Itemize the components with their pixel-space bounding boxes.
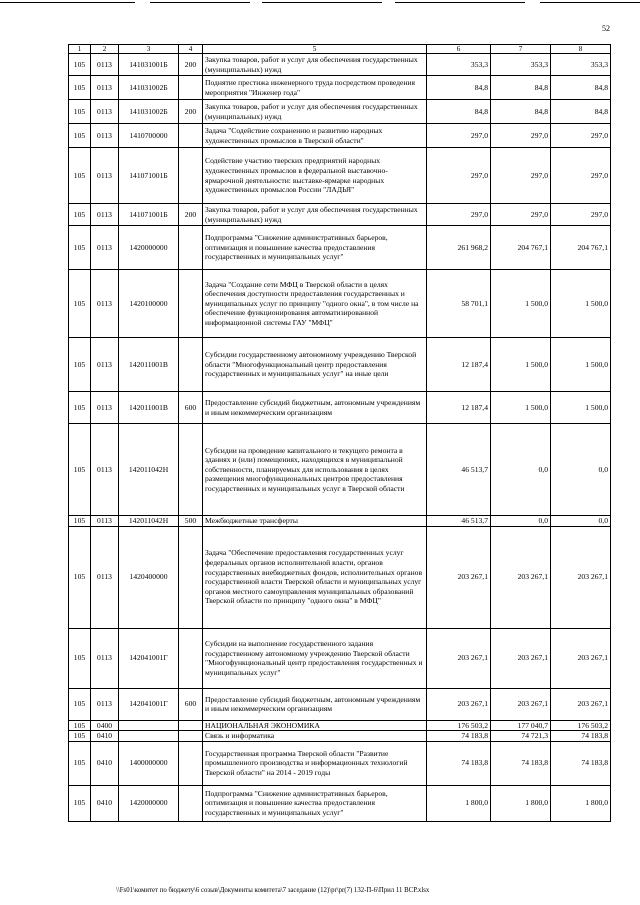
cell-amount-2017: 261 968,2: [427, 226, 491, 270]
cell-target-article: [119, 731, 179, 742]
cell-amount-2018: 297,0: [491, 124, 551, 148]
cell-admin-code: 105: [69, 741, 91, 785]
cell-expense-type: [179, 338, 203, 392]
cell-amount-2019: 0,0: [551, 424, 611, 516]
cell-description: Предоставление субсидий бюджетным, автономным учреждениям и иным некоммерческим организациям: [203, 392, 427, 424]
cell-amount-2019: 1 500,0: [551, 338, 611, 392]
cell-target-article: 142041001Г: [119, 688, 179, 720]
cell-amount-2019: 84,8: [551, 100, 611, 124]
table-row: [69, 741, 611, 785]
table-row: [69, 124, 611, 148]
cell-target-article: 142011001В: [119, 338, 179, 392]
cell-amount-2017: 74 183,8: [427, 731, 491, 742]
cell-amount-2017: 203 267,1: [427, 628, 491, 688]
cell-section: 0113: [91, 54, 119, 76]
cell-admin-code: 105: [69, 392, 91, 424]
cell-amount-2018: 353,3: [491, 54, 551, 76]
cell-amount-2017: 203 267,1: [427, 526, 491, 628]
cell-description: Задача "Обеспечение предоставления государственных услуг федеральных органов исполнительной власти, органов государственных внебюджетных фондов, исполнительных органов государственной власти Тверской области и муниципальных услуг органов местного самоуправления муниципальных образований Тверской области по принципу "одного окна" в МФЦ": [203, 526, 427, 628]
header-cell: 1: [69, 45, 91, 54]
cell-expense-type: 600: [179, 688, 203, 720]
cell-admin-code: 105: [69, 424, 91, 516]
cell-target-article: [119, 720, 179, 731]
cell-amount-2018: 203 267,1: [491, 688, 551, 720]
cell-admin-code: 105: [69, 226, 91, 270]
cell-amount-2019: 1 800,0: [551, 785, 611, 821]
cell-description: Субсидии государственному автономному учреждению Тверской области "Многофункциональный центр предоставления государственных и муниципальных услуг" на иные цели: [203, 338, 427, 392]
header-cell: 4: [179, 45, 203, 54]
cell-amount-2017: 84,8: [427, 76, 491, 100]
cell-target-article: 141031002Б: [119, 76, 179, 100]
cell-section: 0113: [91, 226, 119, 270]
cell-section: 0113: [91, 424, 119, 516]
cell-amount-2018: 297,0: [491, 148, 551, 204]
cell-amount-2017: 203 267,1: [427, 688, 491, 720]
cell-expense-type: 200: [179, 100, 203, 124]
cell-amount-2019: 0,0: [551, 516, 611, 527]
table-row: [69, 628, 611, 688]
cell-amount-2018: 203 267,1: [491, 526, 551, 628]
table-header-row: [69, 45, 611, 54]
cell-section: 0113: [91, 270, 119, 338]
table-row: [69, 76, 611, 100]
cell-admin-code: 105: [69, 526, 91, 628]
cell-amount-2019: 203 267,1: [551, 526, 611, 628]
cell-target-article: 1420100000: [119, 270, 179, 338]
table-row: [69, 720, 611, 731]
cell-target-article: 1410700000: [119, 124, 179, 148]
cell-expense-type: [179, 741, 203, 785]
table-row: [69, 270, 611, 338]
cell-expense-type: [179, 148, 203, 204]
cell-target-article: 141031002Б: [119, 100, 179, 124]
table-row: [69, 226, 611, 270]
cell-expense-type: 600: [179, 392, 203, 424]
cell-admin-code: 105: [69, 76, 91, 100]
cell-admin-code: 105: [69, 148, 91, 204]
file-path-footer: \\Fs01\комитет по бюджету\6 созыв\Документы комитета\7 заседание (12)\pr\pr(7) 132-П-6\Прил 11 BCP.xlsx: [116, 887, 430, 894]
scan-top-border: [0, 0, 640, 6]
cell-amount-2019: 297,0: [551, 124, 611, 148]
cell-amount-2017: 84,8: [427, 100, 491, 124]
table-row: [69, 424, 611, 516]
cell-section: 0400: [91, 720, 119, 731]
cell-amount-2017: 46 513,7: [427, 516, 491, 527]
cell-amount-2017: 58 701,1: [427, 270, 491, 338]
cell-amount-2018: 204 767,1: [491, 226, 551, 270]
table-row: [69, 54, 611, 76]
cell-target-article: 142011042Н: [119, 424, 179, 516]
table-row: [69, 731, 611, 742]
cell-admin-code: 105: [69, 785, 91, 821]
header-cell: 8: [551, 45, 611, 54]
cell-amount-2018: 84,8: [491, 76, 551, 100]
cell-description: Содействие участию тверских предприятий народных художественных промыслов в федеральной выставочно-ярмарочной деятельности: выставке-ярмарке народных художественных промыслов России "ЛАДЬЯ": [203, 148, 427, 204]
cell-admin-code: 105: [69, 720, 91, 731]
table-row: [69, 392, 611, 424]
cell-amount-2018: 84,8: [491, 100, 551, 124]
cell-target-article: 141031001Б: [119, 54, 179, 76]
cell-target-article: 1420000000: [119, 226, 179, 270]
cell-description: Связь и информатика: [203, 731, 427, 742]
cell-expense-type: 200: [179, 54, 203, 76]
cell-amount-2019: 74 183,8: [551, 731, 611, 742]
table-row: [69, 688, 611, 720]
cell-amount-2018: 1 800,0: [491, 785, 551, 821]
cell-admin-code: 105: [69, 516, 91, 527]
cell-expense-type: [179, 76, 203, 100]
cell-amount-2018: 1 500,0: [491, 338, 551, 392]
cell-description: Субсидии на проведение капитального и текущего ремонта в зданиях и (или) помещениях, находящихся в муниципальной собственности, планируемых для использования в целях размещения многофункциональных центров предоставления государственных и муниципальных услуг в Тверской области: [203, 424, 427, 516]
cell-amount-2019: 297,0: [551, 204, 611, 226]
cell-section: 0113: [91, 338, 119, 392]
cell-section: 0113: [91, 688, 119, 720]
cell-section: 0113: [91, 526, 119, 628]
cell-amount-2018: 297,0: [491, 204, 551, 226]
cell-expense-type: [179, 124, 203, 148]
cell-amount-2019: 203 267,1: [551, 688, 611, 720]
cell-target-article: 142041001Г: [119, 628, 179, 688]
cell-target-article: 1400000000: [119, 741, 179, 785]
cell-amount-2017: 74 183,8: [427, 741, 491, 785]
cell-amount-2019: 176 503,2: [551, 720, 611, 731]
cell-expense-type: [179, 731, 203, 742]
cell-amount-2017: 297,0: [427, 204, 491, 226]
cell-section: 0113: [91, 100, 119, 124]
cell-description: Подпрограмма "Снижение административных барьеров, оптимизация и повышение качества предоставления государственных и муниципальных услуг": [203, 226, 427, 270]
cell-section: 0113: [91, 516, 119, 527]
cell-amount-2019: 353,3: [551, 54, 611, 76]
cell-description: Закупка товаров, работ и услуг для обеспечения государственных (муниципальных) нужд: [203, 54, 427, 76]
cell-admin-code: 105: [69, 270, 91, 338]
cell-admin-code: 105: [69, 731, 91, 742]
cell-admin-code: 105: [69, 100, 91, 124]
cell-description: Предоставление субсидий бюджетным, автономным учреждениям и иным некоммерческим организациям: [203, 688, 427, 720]
table-row: [69, 516, 611, 527]
cell-section: 0410: [91, 731, 119, 742]
header-cell: 2: [91, 45, 119, 54]
cell-amount-2018: 74 183,8: [491, 741, 551, 785]
cell-amount-2017: 12 187,4: [427, 392, 491, 424]
cell-target-article: 141071001Б: [119, 148, 179, 204]
cell-description: Межбюджетные трансферты: [203, 516, 427, 527]
cell-amount-2018: 0,0: [491, 424, 551, 516]
cell-expense-type: 500: [179, 516, 203, 527]
cell-description: Поднятие престижа инженерного труда посредством проведения мероприятия "Инженер года": [203, 76, 427, 100]
cell-amount-2017: 1 800,0: [427, 785, 491, 821]
cell-section: 0410: [91, 785, 119, 821]
cell-amount-2019: 84,8: [551, 76, 611, 100]
cell-amount-2017: 46 513,7: [427, 424, 491, 516]
cell-target-article: 142011042Н: [119, 516, 179, 527]
cell-target-article: 142011001В: [119, 392, 179, 424]
cell-section: 0113: [91, 392, 119, 424]
cell-amount-2019: 204 767,1: [551, 226, 611, 270]
budget-table: [68, 44, 611, 822]
cell-amount-2019: 297,0: [551, 148, 611, 204]
cell-admin-code: 105: [69, 688, 91, 720]
header-cell: 3: [119, 45, 179, 54]
cell-amount-2017: 353,3: [427, 54, 491, 76]
cell-expense-type: [179, 720, 203, 731]
table-row: [69, 526, 611, 628]
cell-target-article: 1420400000: [119, 526, 179, 628]
table-row: [69, 204, 611, 226]
cell-amount-2018: 203 267,1: [491, 628, 551, 688]
cell-section: 0113: [91, 628, 119, 688]
cell-admin-code: 105: [69, 338, 91, 392]
cell-amount-2017: 176 503,2: [427, 720, 491, 731]
cell-target-article: 1420000000: [119, 785, 179, 821]
cell-admin-code: 105: [69, 204, 91, 226]
cell-description: Закупка товаров, работ и услуг для обеспечения государственных (муниципальных) нужд: [203, 204, 427, 226]
cell-section: 0410: [91, 741, 119, 785]
table-row: [69, 148, 611, 204]
cell-amount-2018: 1 500,0: [491, 392, 551, 424]
cell-amount-2017: 297,0: [427, 148, 491, 204]
cell-description: Подпрограмма "Снижение административных барьеров, оптимизация и повышение качества предоставления государственных и муниципальных услуг": [203, 785, 427, 821]
table-row: [69, 338, 611, 392]
table-row: [69, 785, 611, 821]
cell-expense-type: [179, 628, 203, 688]
cell-description: Закупка товаров, работ и услуг для обеспечения государственных (муниципальных) нужд: [203, 100, 427, 124]
table-row: [69, 100, 611, 124]
cell-target-article: 141071001Б: [119, 204, 179, 226]
header-cell: 5: [203, 45, 427, 54]
cell-amount-2019: 1 500,0: [551, 270, 611, 338]
cell-amount-2018: 177 040,7: [491, 720, 551, 731]
cell-description: Задача "Содействие сохранению и развитию народных художественных промыслов в Тверской области": [203, 124, 427, 148]
cell-description: НАЦИОНАЛЬНАЯ ЭКОНОМИКА: [203, 720, 427, 731]
cell-admin-code: 105: [69, 124, 91, 148]
header-cell: 6: [427, 45, 491, 54]
cell-expense-type: [179, 526, 203, 628]
cell-description: Субсидии на выполнение государственного задания государственному автономному учреждению Тверской области "Многофункциональный центр предоставления государственных и муниципальных услуг": [203, 628, 427, 688]
cell-section: 0113: [91, 76, 119, 100]
cell-admin-code: 105: [69, 628, 91, 688]
cell-amount-2018: 0,0: [491, 516, 551, 527]
cell-amount-2018: 1 500,0: [491, 270, 551, 338]
cell-admin-code: 105: [69, 54, 91, 76]
cell-section: 0113: [91, 204, 119, 226]
cell-amount-2017: 297,0: [427, 124, 491, 148]
page-number: 52: [602, 24, 610, 33]
cell-amount-2019: 203 267,1: [551, 628, 611, 688]
cell-expense-type: 200: [179, 204, 203, 226]
cell-description: Государственная программа Тверской области "Развитие промышленного производства и информационных технологий Тверской области" на 2014 - 2019 годы: [203, 741, 427, 785]
cell-expense-type: [179, 785, 203, 821]
header-cell: 7: [491, 45, 551, 54]
cell-amount-2018: 74 721,3: [491, 731, 551, 742]
cell-expense-type: [179, 424, 203, 516]
cell-amount-2017: 12 187,4: [427, 338, 491, 392]
cell-description: Задача "Создание сети МФЦ в Тверской области в целях обеспечения доступности предоставления государственных и муниципальных услуг по принципу "одного окна", в том числе на обеспечение функционирования автоматизированной информационной системы ГАУ "МФЦ": [203, 270, 427, 338]
cell-section: 0113: [91, 124, 119, 148]
cell-expense-type: [179, 270, 203, 338]
cell-amount-2019: 74 183,8: [551, 741, 611, 785]
cell-expense-type: [179, 226, 203, 270]
cell-section: 0113: [91, 148, 119, 204]
cell-amount-2019: 1 500,0: [551, 392, 611, 424]
